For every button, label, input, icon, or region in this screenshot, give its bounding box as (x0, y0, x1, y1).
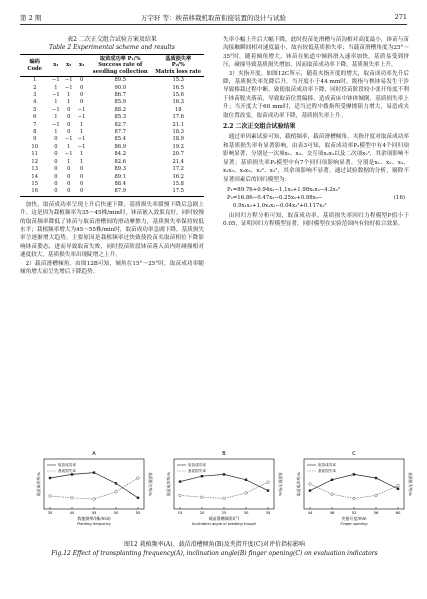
table-row (20, 122, 204, 129)
x-tick-label: 30 (243, 510, 249, 515)
matrix-loss-point (331, 493, 334, 496)
success-rate-point (201, 475, 203, 477)
table-cell: −1 (52, 106, 60, 113)
paragraph: 通过单因素试验可知，载植频率、载苗滑槽倾角、夹指开度对取苗成功率和基质损失率有显著影响。由表3可知，取苗成功率P₁模型中有4个回归项影响显著，分别是一次项x₁、x₃、交互项x₂x₃以及二次项x₂²，其余项影响不显著；基质损失率P₂模型中有7个回归项影响显著，分别是x₁、x₂、x₃、x₂x₃、x₂x₃、x₂²、x₃²，其余项影响不显著。通过试验数据的分析，剔除不显著因素后的回归模型为： (223, 134, 409, 183)
table-cell: 1 (79, 129, 84, 136)
figure-svg (20, 447, 413, 537)
x-tick-label: 48 (329, 510, 335, 515)
table-cell: 0 (67, 114, 71, 121)
table-cell: 21.1 (172, 121, 184, 128)
figure-caption-cn: 图12 栽植频率(A)、载苗滑槽倾角(B)及夹指开度(C)对评价指标影响 (124, 541, 305, 548)
table-cell: 89.5 (114, 77, 127, 84)
table-row (20, 129, 204, 136)
page-header (20, 10, 407, 25)
running-title: 万宇轩 等：秧苗移栽机取苗衔接装置的设计与试验 (140, 14, 287, 22)
legend-success-label: 取苗成功率 (318, 463, 336, 467)
x-axis-label-en: Finger opening (340, 522, 368, 526)
legend-success-label: 取苗成功率 (58, 463, 76, 467)
table-caption (20, 36, 204, 52)
x-axis-label: 栽植频率/(株/min) (77, 516, 111, 521)
table-row (20, 136, 204, 143)
table-cell: 1 (54, 99, 58, 106)
table-cell: 5 (33, 106, 37, 113)
matrix-loss-point (375, 494, 378, 497)
paragraph: 失率小幅上升后大幅下降，此时投苗处滑槽与苗沟相对高度最小，钵苗与苗沟接触瞬间相对速度最小，故有较低基质损失率；当载苗滑槽角度为25°～35°时，随着倾角增大，钵苗在轨道中倾斜滑入速率加快，基质易受到挤压，碰撞导致基质损失增加，因而取苗成功率下降，基质损失率上升。 (223, 37, 409, 69)
table-cell: 1 (54, 114, 58, 121)
table-cell: 6 (33, 114, 37, 121)
table-cell: 18.3 (172, 129, 184, 136)
table-cell: 7 (33, 121, 37, 128)
x-axis-label-en: Planting frequency (77, 522, 111, 526)
table-cell: 17.5 (172, 188, 184, 195)
table-cell: 15 (31, 180, 39, 187)
paragraph: 由回归方程分析可知，取苗成功率、基质损失率回归力程模型P值小于0.05，证明回归方程模型显著，同时模型在实验范围内有较好拟合效果。 (223, 212, 409, 228)
table-cell: 0 (79, 77, 84, 84)
table-cell: 86.7 (114, 92, 127, 99)
table-cell: 0 (54, 151, 58, 158)
x-axis-label: 夹指开度/mm (341, 516, 367, 521)
x-tick-label: 40 (69, 510, 75, 515)
table-row (20, 174, 204, 181)
table-cell: 0 (67, 173, 71, 180)
table-cell: 82.6 (114, 158, 127, 165)
success-rate-point (353, 473, 355, 475)
matrix-loss-point (223, 497, 226, 500)
table-cell: 1 (33, 77, 37, 84)
success-rate-point (49, 477, 51, 479)
table-cell: 1 (67, 92, 71, 99)
y-axis-label-left: 取苗成功率/% (296, 472, 301, 496)
panel-letter: B (222, 451, 226, 457)
x-axis-label-en: Inclination angle of seedling trough (192, 522, 256, 526)
table-cell: 84.2 (114, 151, 127, 158)
y-axis-label-right: 基质损失率/% (408, 472, 413, 496)
matrix-loss-line (50, 478, 138, 499)
table-cell: −1 (77, 143, 86, 150)
matrix-loss-point (115, 491, 118, 494)
success-rate-point (309, 489, 311, 491)
x-tick-label: 25 (221, 510, 227, 515)
table-cell: 10 (31, 143, 39, 150)
col-matrix-loss: 基质损失率 P₂/% Matrix loss rate (155, 56, 202, 75)
y-axis-label-left: 取苗成功率/% (166, 472, 171, 496)
table-row (20, 188, 204, 196)
table-cell: −1 (64, 136, 73, 143)
regression-equation (227, 186, 409, 210)
x-tick-label: 55 (135, 510, 141, 515)
table-cell: 3 (33, 92, 37, 99)
table-cell: 1 (79, 151, 84, 158)
x-tick-label: 52 (351, 510, 357, 515)
table-cell: 14 (31, 173, 39, 180)
matrix-loss-point (49, 495, 52, 498)
matrix-loss-point (71, 497, 74, 500)
issue-number: 第 2 期 (20, 14, 42, 22)
table-row (20, 181, 204, 188)
paragraph: 2）载苗滑槽倾角。由图12B可知，倾角在15°～25°时，取苗成功率随倾角增大而呈先增后下降趋势。 (20, 260, 204, 275)
table-row (20, 151, 204, 158)
table-cell: 13 (31, 166, 39, 173)
equation-line: 0.9x₁x₂+1.0x₁x₃−0.04x₂²+0.117x₃² (233, 202, 327, 209)
table-cell: 0 (79, 99, 84, 106)
table-cell: 16.3 (172, 99, 184, 106)
table-row (20, 77, 204, 85)
page-number: 271 (394, 13, 407, 21)
table-cell: 0 (67, 129, 71, 136)
table-cell: −1 (64, 77, 73, 84)
table-cell: 0 (67, 121, 71, 128)
matrix-loss-line (310, 484, 398, 498)
paragraph: 3）夹指开度。如图12C所示，随着夹指开度的增大，取苗成功率先升后降，基质损失率先降后升。当开度小于44 mm时，拨指与秧钵易发生干涉导致移栽过程中断，致使取苗成功率下降，同时投苗阶段较小张开角度不利于钵苗脱夹落苗，导致取苗位置偏移，造成苗床中钵体倾倒，基质损失率上升；当开度大于60 mm时，适当过程中拨指所受摩擦阻力增大，易造成夹取位置改变，取苗成功率下降，基质损失率上升。 (223, 70, 409, 119)
table-cell: 0 (67, 188, 71, 195)
left-body-text (20, 201, 204, 277)
matrix-loss-point (93, 498, 96, 501)
table-cell: −1 (52, 121, 60, 128)
x-axis-label: 载苗滑槽倾角/(°) (208, 516, 240, 521)
table-cell: 2 (33, 84, 37, 91)
col-success-rate: 取苗成功率 P₁/% Success rate of seedling collection (92, 56, 148, 75)
table-cell: 16 (31, 188, 39, 195)
table-cell: 18 (174, 106, 182, 113)
table-body (20, 77, 204, 197)
table-cell: 15.6 (172, 92, 184, 99)
table-cell: 0 (79, 188, 84, 195)
equation-line: P₂=16.86−0.47x₃−0.25x₂+0.98x₃− (227, 194, 323, 201)
table-cell: 17.2 (172, 166, 184, 173)
table-cell: 88.4 (114, 180, 127, 187)
table-cell: 0 (54, 136, 58, 143)
table-cell: 0 (79, 180, 84, 187)
x-tick-label: 45 (91, 510, 97, 515)
table-cell: 89.1 (114, 173, 127, 180)
table-cell: 16.5 (172, 84, 184, 91)
table-cell: 0 (79, 92, 84, 99)
experiment-table (20, 54, 204, 197)
paragraph: 加快，取苗成功率呈现上升后快速下降，基质损失率缓慢下降后急剧上升。这是因为栽植频率为35～45株/min时，钵苗嵌入效果良好，同时较慢的取苗频率降低了钵苗与取苗滑槽间的滑动摩擦力，基质损失率保持较低水平；栽植频率增大为45～55株/min时，取苗成功率急剧下降，基质损失率呈逐渐增大趋势，主要原因是栽植频率过快致使投苗夹取苗相位下降影响钵苗姿态，进而导致取苗失败，同时投苗阶段钵苗落入苗内时碰撞相对速度较大，基质损失率出现陡增之上升。 (20, 201, 204, 259)
table-cell: 4 (33, 99, 37, 106)
legend-loss-label: 基质损失率 (58, 469, 76, 473)
table-header-row (20, 55, 204, 77)
table-caption-cn: 表2 二次正交组合试验方案及结果 (67, 36, 157, 43)
table-cell: 0 (54, 188, 58, 195)
matrix-loss-point (201, 496, 204, 499)
x-tick-label: 15 (177, 510, 183, 515)
table-cell: −1 (77, 136, 86, 143)
table-cell: 8 (33, 129, 37, 136)
table-cell: 0 (67, 180, 71, 187)
matrix-loss-point (353, 497, 356, 500)
success-rate-point (115, 482, 117, 484)
table-row (20, 92, 204, 99)
left-column (20, 36, 204, 276)
table-cell: −1 (52, 77, 60, 84)
table-caption-en: Table 2 Experimental scheme and results (49, 44, 175, 51)
table-cell: 12 (31, 158, 39, 165)
table-cell: 0 (67, 166, 71, 173)
equation-number: (16) (393, 194, 405, 201)
figure-caption (20, 540, 409, 558)
x-tick-label: 35 (265, 510, 271, 515)
table-cell: 0 (54, 173, 58, 180)
table-cell: 1 (67, 158, 71, 165)
success-rate-line (50, 473, 138, 498)
table-cell: −1 (77, 114, 86, 121)
table-cell: 0 (67, 106, 71, 113)
x-tick-label: 60 (395, 510, 401, 515)
success-rate-point (331, 479, 333, 481)
table-row (20, 166, 204, 173)
table-cell: −1 (64, 84, 73, 91)
success-rate-point (245, 479, 247, 481)
table-cell: 0 (79, 84, 84, 91)
legend-loss-label: 基质损失率 (188, 469, 206, 473)
success-rate-point (71, 473, 73, 475)
success-rate-point (93, 471, 95, 473)
table-row (20, 114, 204, 121)
y-axis-label-left: 取苗成功率/% (36, 472, 41, 496)
table-cell: 85.4 (114, 136, 127, 143)
table-cell: 1 (54, 129, 58, 136)
table-cell: 85.9 (114, 99, 127, 106)
matrix-loss-point (267, 481, 270, 484)
table-cell: 15.3 (172, 77, 184, 84)
table-cell: 1 (54, 84, 58, 91)
table-cell: 82.7 (114, 121, 127, 128)
success-rate-point (137, 497, 139, 499)
success-rate-point (375, 477, 377, 479)
table-cell: 18.9 (172, 136, 184, 143)
figure-12 (20, 447, 413, 537)
table-cell: 0 (79, 166, 84, 173)
table-cell: 17.6 (172, 114, 184, 121)
success-rate-line (310, 474, 398, 490)
legend-success-label: 取苗成功率 (188, 463, 206, 467)
legend-loss-label: 基质损失率 (318, 469, 336, 473)
figure-caption-en: Fig.12 Effect of transplanting frequency(A), inclination angle(B) finger opening(C) on evaluation indicators (51, 550, 378, 557)
table-row (20, 85, 204, 92)
table-row (20, 99, 204, 106)
x-tick-label: 20 (199, 510, 205, 515)
right-column (223, 36, 409, 229)
success-rate-point (179, 480, 181, 482)
table-cell: 20.7 (172, 151, 184, 158)
table-cell: 11 (31, 151, 39, 158)
table-row (20, 144, 204, 151)
table-cell: 16.2 (172, 173, 184, 180)
table-cell: 0 (54, 143, 58, 150)
table-cell: 9 (33, 136, 37, 143)
x-tick-label: 44 (307, 510, 313, 515)
table-cell: −1 (64, 151, 73, 158)
success-rate-point (267, 489, 269, 491)
table-cell: 1 (67, 99, 71, 106)
panel-letter: C (352, 451, 356, 457)
table-cell: 1 (79, 158, 84, 165)
table-cell: 19.2 (172, 143, 184, 150)
table-cell: −1 (77, 106, 86, 113)
y-axis-label-right: 基质损失率/% (278, 472, 283, 496)
matrix-loss-point (179, 494, 182, 497)
matrix-loss-point (245, 492, 248, 495)
table-cell: 15.8 (172, 180, 184, 187)
table-cell: 21.4 (172, 158, 184, 165)
table-cell: 1 (79, 121, 84, 128)
equation-line: P₁=89.76+0.94x₁−1.1x₃+1.98x₂x₃−4.2x₂² (227, 186, 341, 193)
table-cell: 86.9 (114, 143, 127, 150)
panel-letter: A (92, 451, 96, 457)
table-cell: 0 (54, 180, 58, 187)
table-row (20, 159, 204, 166)
col-x1: x₁ (53, 62, 59, 69)
table-cell: 0 (79, 173, 84, 180)
table-cell: 89.3 (114, 166, 127, 173)
table-cell: 85.3 (114, 114, 127, 121)
matrix-loss-line (180, 482, 268, 498)
success-rate-point (397, 488, 399, 490)
table-cell: 0 (54, 158, 58, 165)
x-tick-label: 50 (113, 510, 119, 515)
matrix-loss-point (137, 477, 140, 480)
table-cell: 1 (67, 143, 71, 150)
x-tick-label: 56 (373, 510, 379, 515)
section-heading: 2.2 二次正交组合试验结果 (223, 123, 296, 131)
success-rate-point (223, 473, 225, 475)
table-row (20, 107, 204, 114)
col-x3: x₃ (78, 62, 85, 69)
table-cell: 90.0 (114, 84, 127, 91)
table-cell: 88.2 (114, 106, 127, 113)
success-rate-line (180, 474, 268, 490)
matrix-loss-point (397, 485, 400, 488)
x-tick-label: 35 (47, 510, 53, 515)
matrix-loss-point (309, 483, 312, 486)
table-cell: −1 (52, 92, 60, 99)
col-x2: x₂ (66, 62, 72, 69)
table-cell: 87.9 (114, 188, 127, 195)
col-code: 编码 Code (27, 59, 42, 72)
y-axis-label-right: 基质损失率/% (148, 472, 153, 496)
table-cell: 87.7 (114, 129, 127, 136)
table-cell: 0 (54, 166, 58, 173)
